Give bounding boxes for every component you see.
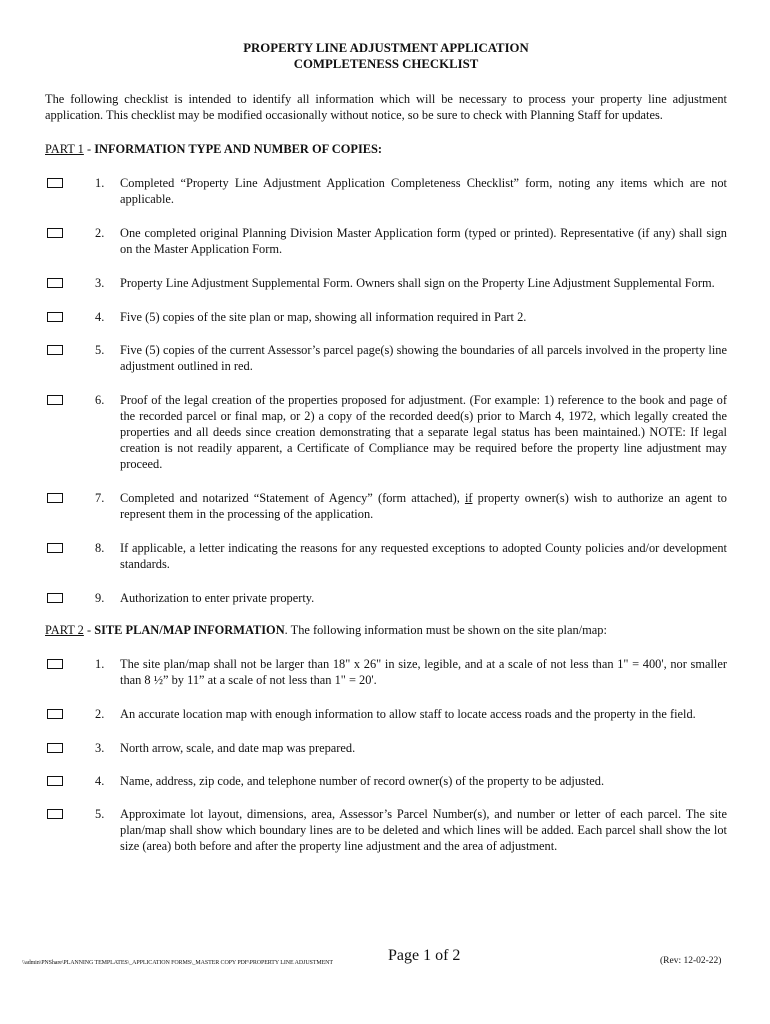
- item-text: Name, address, zip code, and telephone number of record owner(s) of the property to be adjusted.: [120, 774, 605, 788]
- item-text: Authorization to enter private property.: [120, 591, 315, 605]
- item-text: Five (5) copies of the site plan or map, showing all information required in Part 2.: [120, 310, 527, 324]
- checkbox[interactable]: [47, 228, 63, 238]
- part2-subtitle: . The following information must be shown on the site plan/map:: [284, 623, 607, 637]
- checklist-item: [45, 590, 727, 606]
- checkbox[interactable]: [47, 593, 63, 603]
- part1-sep: -: [83, 142, 95, 156]
- checklist-item: [45, 392, 727, 472]
- page-number: Page 1 of 2: [388, 947, 461, 964]
- checklist-item: [45, 490, 727, 522]
- item-text: Completed “Property Line Adjustment Application Completeness Checklist” form, noting any items which are not applicable.: [120, 176, 727, 206]
- part2-list: [45, 656, 727, 854]
- item-number: 1.: [95, 176, 105, 190]
- item-text: One completed original Planning Division Master Application form (typed or printed). Representative (if any) shall sign on the Master Application Form.: [120, 226, 727, 256]
- item-text: Approximate lot layout, dimensions, area, Assessor’s Parcel Number(s), and number or letter of each parcel. The site plan/map shall show which boundary lines are to be deleted and which lines will be added. Each parcel shall show the lot size (area) both before and after the property line adjustment and the area of adjustment.: [120, 807, 727, 853]
- item-number: 2.: [95, 226, 105, 240]
- checklist-item: [45, 342, 727, 374]
- item-number: 5.: [95, 807, 105, 821]
- item-text: Five (5) copies of the current Assessor’s parcel page(s) showing the boundaries of all parcels involved in the property line adjustment outlined in red.: [120, 343, 727, 373]
- document-subtitle: COMPLETENESS CHECKLIST: [293, 57, 479, 71]
- item-number: 1.: [95, 657, 105, 671]
- revision-date: (Rev: 12-02-22): [660, 956, 722, 966]
- checklist-item: [45, 175, 727, 207]
- item-text: An accurate location map with enough information to allow staff to locate access roads and the property in the field.: [120, 707, 696, 721]
- checkbox[interactable]: [47, 395, 63, 405]
- checkbox[interactable]: [47, 809, 63, 819]
- item-number: 3.: [95, 276, 105, 290]
- part2-label: PART 2: [45, 623, 84, 637]
- checkbox[interactable]: [47, 776, 63, 786]
- part2-sep: -: [83, 623, 95, 637]
- item-text-emphasis: if: [464, 491, 473, 505]
- item-number: 4.: [95, 774, 105, 788]
- intro-paragraph: The following checklist is intended to identify all information which will be necessary to process your property line adjustment application. This checklist may be modified occasionally without notice, so be sure to check with Planning Staff for updates.: [45, 92, 727, 122]
- checkbox[interactable]: [47, 345, 63, 355]
- item-text: Proof of the legal creation of the properties proposed for adjustment. (For example: 1) reference to the book and page of the recorded parcel or final map, or 2) a copy of the recorded deed(s) prior to March 4, 1972, which legally created the properties and all deeds since creation demonstrating that a separate legal status has been maintained.) NOTE: If legal creation is not readily apparent, a Certificate of Compliance may be required before the property line adjustment may proceed.: [120, 393, 727, 471]
- part1-list: [45, 175, 727, 606]
- document-title: PROPERTY LINE ADJUSTMENT APPLICATION: [243, 41, 529, 55]
- checkbox[interactable]: [47, 709, 63, 719]
- item-text: If applicable, a letter indicating the reasons for any requested exceptions to adopted County policies and/or development standards.: [120, 541, 727, 571]
- item-text: Property Line Adjustment Supplemental Form. Owners shall sign on the Property Line Adjustment Supplemental Form.: [120, 276, 715, 290]
- document-page: [45, 40, 727, 854]
- item-text: The site plan/map shall not be larger than 18" x 26" in size, legible, and at a scale of not less than 1" = 400', nor smaller than 8 ½” by 11” at a scale of not less than 1" = 20'.: [120, 657, 727, 687]
- checkbox[interactable]: [47, 543, 63, 553]
- part1-title: INFORMATION TYPE AND NUMBER OF COPIES:: [94, 142, 383, 156]
- page-footer: [22, 948, 722, 968]
- item-number: 7.: [95, 491, 105, 505]
- checklist-item: [45, 275, 727, 291]
- part1-heading: [45, 141, 727, 157]
- item-text: North arrow, scale, and date map was prepared.: [120, 741, 356, 755]
- checkbox[interactable]: [47, 743, 63, 753]
- item-number: 5.: [95, 343, 105, 357]
- item-text-part: property owner(s) wish to authorize an agent to represent them in the processing of the application.: [120, 491, 727, 521]
- checklist-item: [45, 540, 727, 572]
- checklist-item: [45, 656, 727, 688]
- item-text: [120, 490, 727, 522]
- part2-heading: [45, 622, 727, 638]
- item-number: 3.: [95, 741, 105, 755]
- checkbox[interactable]: [47, 178, 63, 188]
- item-number: 2.: [95, 707, 105, 721]
- item-number: 4.: [95, 310, 105, 324]
- item-number: 9.: [95, 591, 105, 605]
- checklist-item: [45, 706, 727, 722]
- item-number: 8.: [95, 541, 105, 555]
- file-path: \\admin\PNShare\PLANNING TEMPLATES\_APPLICATION FORMS\_MASTER COPY PDF\PROPERTY LINE ADJUSTMENT: [22, 960, 333, 966]
- title-block: [45, 40, 727, 72]
- checkbox[interactable]: [47, 493, 63, 503]
- checklist-item: [45, 740, 727, 756]
- item-number: 6.: [95, 393, 105, 407]
- checklist-item: [45, 773, 727, 789]
- checkbox[interactable]: [47, 278, 63, 288]
- checklist-item: [45, 806, 727, 854]
- checklist-item: [45, 309, 727, 325]
- item-text-part: Completed and notarized “Statement of Agency” (form attached),: [120, 491, 465, 505]
- checkbox[interactable]: [47, 659, 63, 669]
- part1-label: PART 1: [45, 142, 84, 156]
- part2-title: SITE PLAN/MAP INFORMATION: [94, 623, 285, 637]
- checklist-item: [45, 225, 727, 257]
- checkbox[interactable]: [47, 312, 63, 322]
